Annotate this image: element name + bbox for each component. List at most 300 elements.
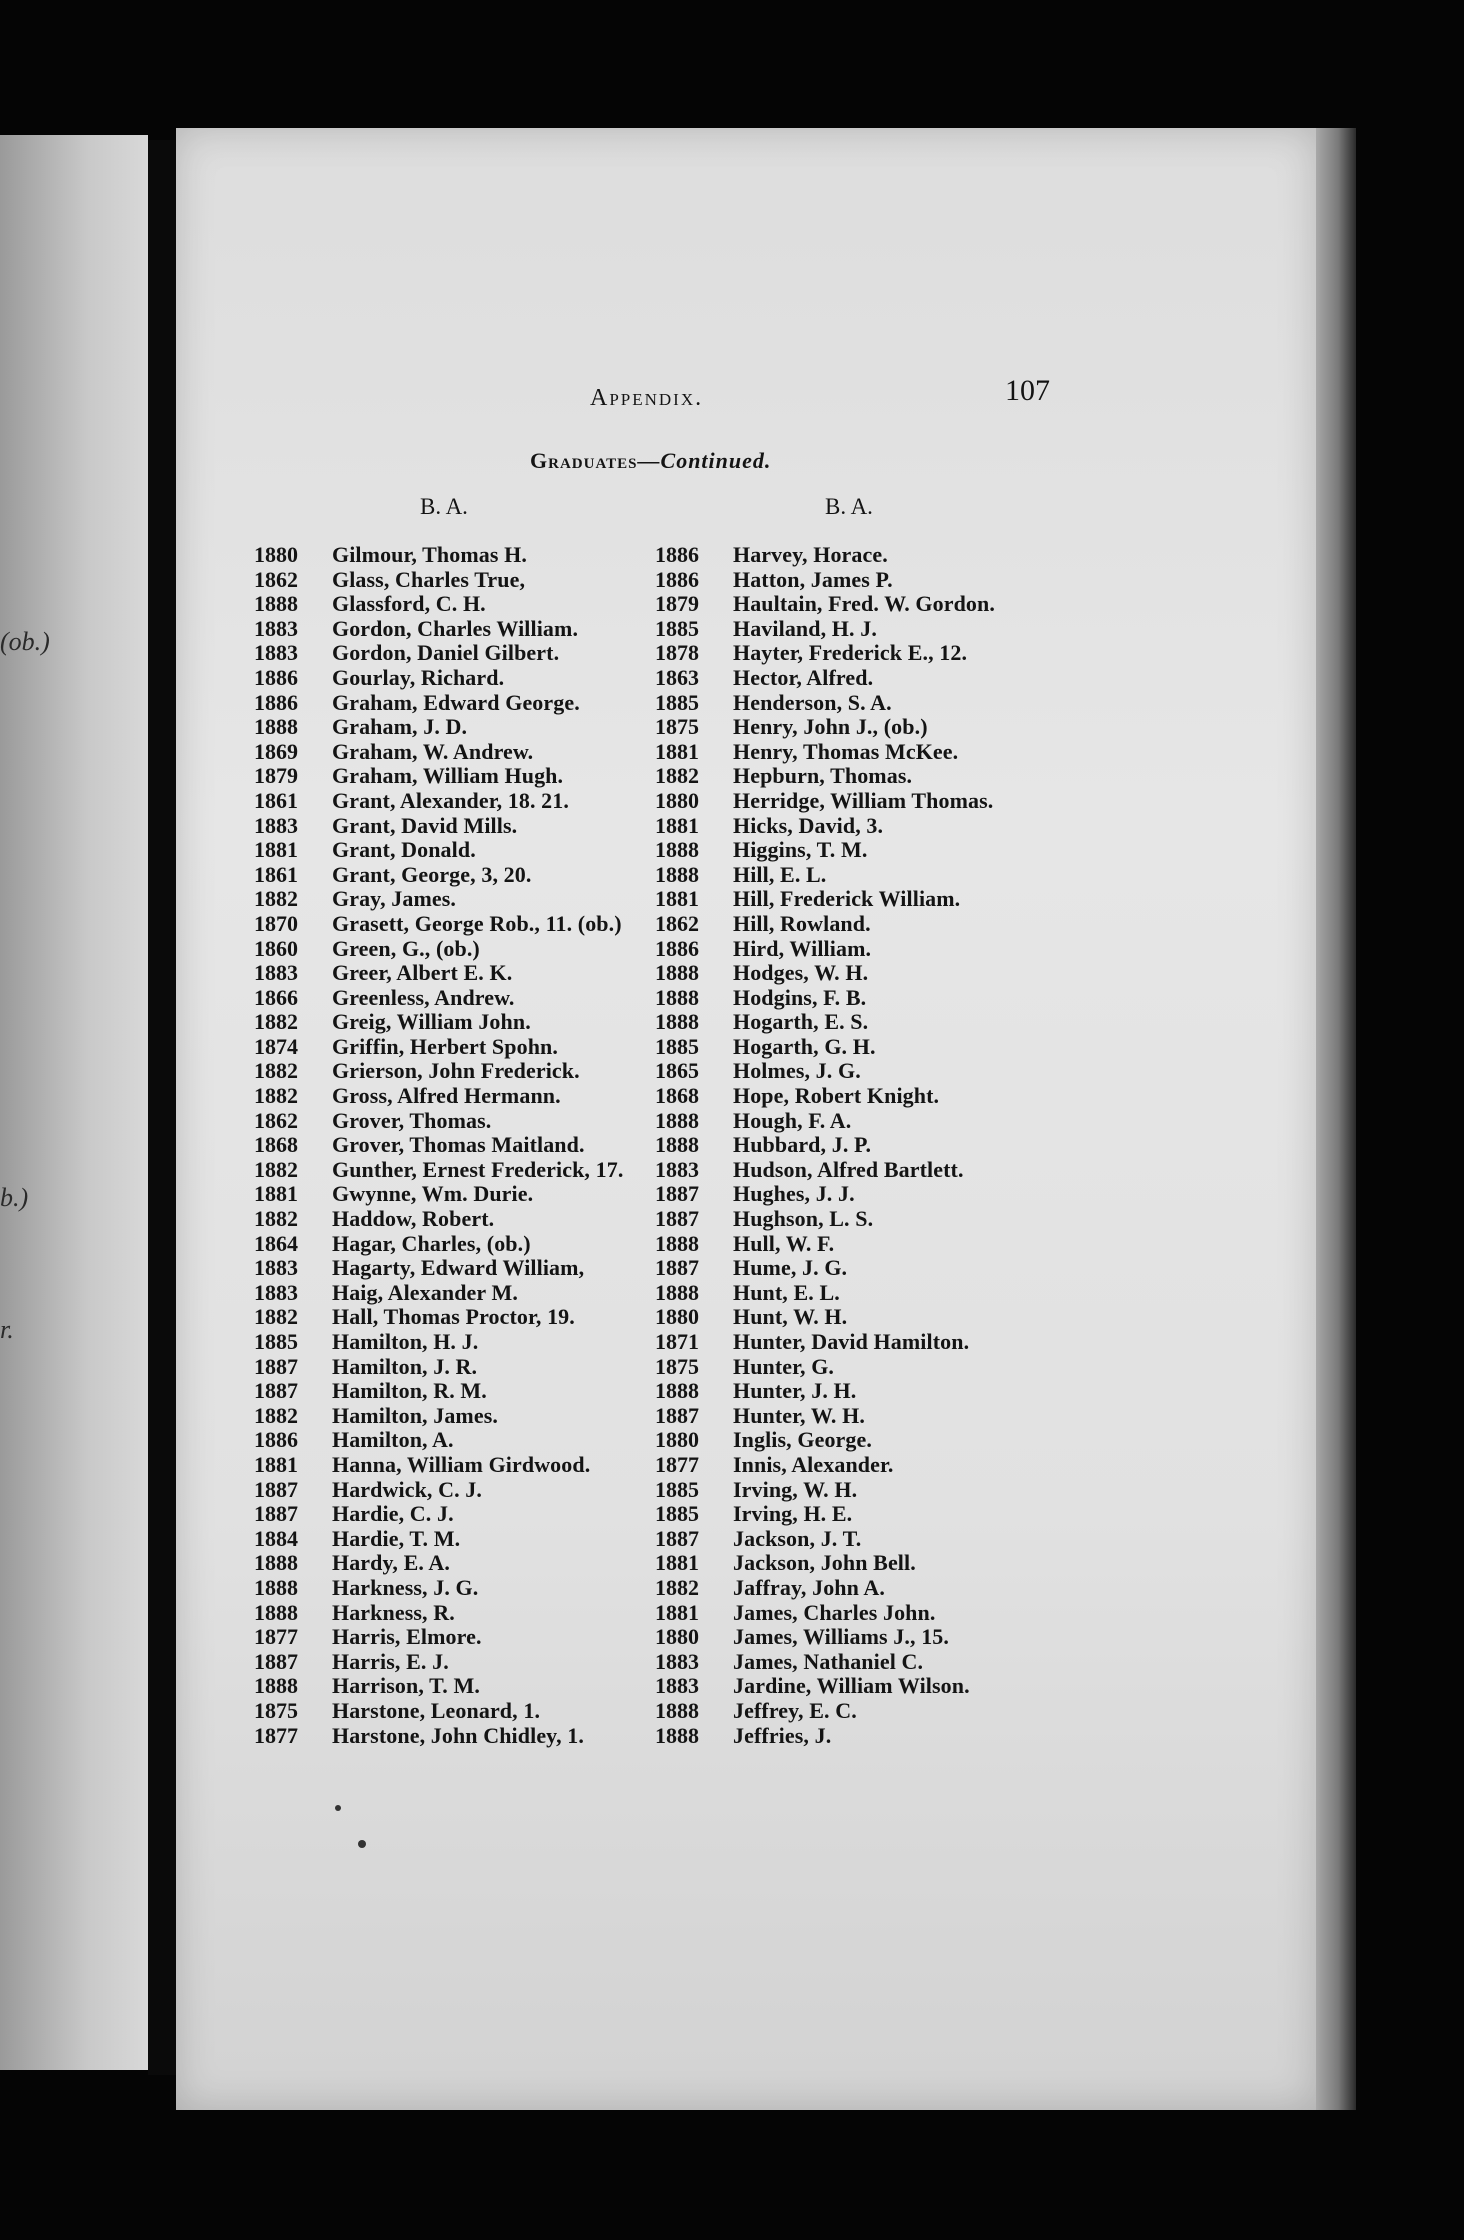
graduation-year: 1885 <box>655 1033 699 1059</box>
graduate-entry <box>254 715 664 740</box>
graduate-entry <box>655 568 1075 593</box>
graduation-year: 1888 <box>655 1722 699 1748</box>
graduate-name: Hamilton, J. R. <box>332 1353 478 1379</box>
graduation-year: 1886 <box>254 689 298 715</box>
graduate-entry <box>254 1281 664 1306</box>
graduate-entry <box>655 1428 1075 1453</box>
graduate-name: Grover, Thomas Maitland. <box>332 1132 585 1158</box>
graduate-entry <box>254 1576 664 1601</box>
graduate-entry <box>655 1724 1075 1749</box>
graduate-entry <box>655 1527 1075 1552</box>
graduate-entry <box>254 1527 664 1552</box>
graduate-entry <box>254 1502 664 1527</box>
graduate-name: Haviland, H. J. <box>733 615 877 641</box>
graduate-name: Hughes, J. J. <box>733 1181 855 1207</box>
graduation-year: 1878 <box>655 640 699 666</box>
graduation-year: 1868 <box>254 1132 298 1158</box>
graduate-name: Hall, Thomas Proctor, 19. <box>332 1304 575 1330</box>
graduation-year: 1883 <box>655 1648 699 1674</box>
graduate-name: Harkness, J. G. <box>332 1574 479 1600</box>
graduation-year: 1865 <box>655 1058 699 1084</box>
graduation-year: 1880 <box>655 787 699 813</box>
graduation-year: 1882 <box>655 1574 699 1600</box>
graduate-name: Henry, Thomas McKee. <box>733 738 959 764</box>
left-page-fragment: b.) <box>0 1183 29 1212</box>
graduate-name: Harstone, John Chidley, 1. <box>332 1722 584 1748</box>
graduation-year: 1881 <box>254 1181 298 1207</box>
graduate-name: Herridge, William Thomas. <box>733 787 994 813</box>
graduation-year: 1863 <box>655 664 699 690</box>
graduate-entry <box>655 617 1075 642</box>
graduate-name: Hudson, Alfred Bartlett. <box>733 1156 964 1182</box>
graduate-entry <box>254 1330 664 1355</box>
graduation-year: 1885 <box>655 615 699 641</box>
graduation-year: 1868 <box>655 1083 699 1109</box>
graduation-year: 1882 <box>254 1304 298 1330</box>
graduate-entry <box>655 1207 1075 1232</box>
graduates-column-left <box>254 543 664 1748</box>
graduate-name: Irving, W. H. <box>733 1476 858 1502</box>
graduate-name: Jardine, William Wilson. <box>733 1673 970 1699</box>
graduate-name: Grant, Alexander, 18. 21. <box>332 787 569 813</box>
graduation-year: 1879 <box>655 591 699 617</box>
section-continued: —Continued. <box>637 448 772 473</box>
graduation-year: 1875 <box>254 1697 298 1723</box>
graduate-name: Grant, Donald. <box>332 837 476 863</box>
graduate-name: Henderson, S. A. <box>733 689 892 715</box>
graduate-name: Hayter, Frederick E., 12. <box>733 640 968 666</box>
graduate-entry <box>655 592 1075 617</box>
graduate-name: Hill, Frederick William. <box>733 886 961 912</box>
graduate-name: Jaffray, John A. <box>733 1574 885 1600</box>
graduation-year: 1888 <box>655 861 699 887</box>
graduation-year: 1888 <box>655 1009 699 1035</box>
graduate-entry <box>254 1059 664 1084</box>
graduate-name: Harvey, Horace. <box>733 542 888 567</box>
graduate-name: Hardwick, C. J. <box>332 1476 482 1502</box>
graduate-entry <box>254 740 664 765</box>
graduation-year: 1877 <box>254 1624 298 1650</box>
graduate-name: Hunter, W. H. <box>733 1402 865 1428</box>
graduate-entry <box>254 1305 664 1330</box>
graduate-name: Green, G., (ob.) <box>332 935 480 961</box>
graduate-entry <box>254 1724 664 1749</box>
graduate-entry <box>655 1453 1075 1478</box>
graduate-name: Graham, Edward George. <box>332 689 580 715</box>
graduation-year: 1875 <box>655 714 699 740</box>
graduate-entry <box>254 1232 664 1257</box>
graduate-entry <box>254 863 664 888</box>
graduation-year: 1883 <box>254 812 298 838</box>
graduate-name: Harris, E. J. <box>332 1648 449 1674</box>
graduate-name: Hope, Robert Knight. <box>733 1083 940 1109</box>
graduation-year: 1887 <box>655 1181 699 1207</box>
graduate-entry <box>254 1109 664 1134</box>
section-title <box>530 448 771 474</box>
graduate-entry <box>254 543 664 568</box>
graduate-name: Grasett, George Rob., 11. (ob.) <box>332 910 622 936</box>
graduate-entry <box>655 1699 1075 1724</box>
graduate-entry <box>254 887 664 912</box>
graduate-entry <box>655 937 1075 962</box>
graduate-name: Jackson, John Bell. <box>733 1550 916 1576</box>
graduate-name: Hatton, James P. <box>733 566 893 592</box>
graduate-name: Hill, E. L. <box>733 861 827 887</box>
graduate-entry <box>655 986 1075 1011</box>
graduation-year: 1888 <box>254 714 298 740</box>
graduate-entry <box>254 1478 664 1503</box>
graduate-name: Gilmour, Thomas H. <box>332 542 527 567</box>
graduate-entry <box>655 740 1075 765</box>
graduate-entry <box>655 912 1075 937</box>
graduate-entry <box>655 1478 1075 1503</box>
graduation-year: 1887 <box>254 1501 298 1527</box>
graduate-name: Glass, Charles True, <box>332 566 526 592</box>
section-title-text: Graduates <box>530 448 638 473</box>
graduation-year: 1887 <box>254 1353 298 1379</box>
graduate-name: Hicks, David, 3. <box>733 812 884 838</box>
graduate-entry <box>254 1551 664 1576</box>
graduation-year: 1888 <box>254 1599 298 1625</box>
graduation-year: 1881 <box>655 1599 699 1625</box>
graduation-year: 1883 <box>254 615 298 641</box>
graduate-name: Harstone, Leonard, 1. <box>332 1697 541 1723</box>
ink-speck <box>335 1805 341 1811</box>
graduation-year: 1887 <box>655 1402 699 1428</box>
graduate-entry <box>655 715 1075 740</box>
graduation-year: 1861 <box>254 861 298 887</box>
graduate-name: Hill, Rowland. <box>733 910 871 936</box>
graduate-name: Jackson, J. T. <box>733 1525 862 1551</box>
graduate-entry <box>655 641 1075 666</box>
graduate-name: Graham, W. Andrew. <box>332 738 534 764</box>
graduation-year: 1886 <box>254 664 298 690</box>
graduate-entry <box>254 838 664 863</box>
graduate-entry <box>655 1551 1075 1576</box>
graduate-name: Hamilton, R. M. <box>332 1378 487 1404</box>
graduate-entry <box>655 764 1075 789</box>
graduation-year: 1887 <box>254 1648 298 1674</box>
graduation-year: 1885 <box>254 1329 298 1354</box>
graduate-entry <box>254 1355 664 1380</box>
graduate-name: Hanna, William Girdwood. <box>332 1451 591 1477</box>
graduate-entry <box>655 1305 1075 1330</box>
graduation-year: 1888 <box>655 984 699 1010</box>
graduate-name: Gwynne, Wm. Durie. <box>332 1181 534 1207</box>
graduation-year: 1886 <box>655 935 699 961</box>
graduates-column-right <box>655 543 1075 1748</box>
graduation-year: 1880 <box>655 1304 699 1330</box>
graduate-entry <box>254 592 664 617</box>
graduation-year: 1882 <box>254 1206 298 1232</box>
graduate-name: Griffin, Herbert Spohn. <box>332 1033 558 1059</box>
graduation-year: 1881 <box>254 837 298 863</box>
graduate-entry <box>254 1133 664 1158</box>
graduate-name: Harris, Elmore. <box>332 1624 482 1650</box>
graduation-year: 1866 <box>254 984 298 1010</box>
graduate-name: Gordon, Daniel Gilbert. <box>332 640 560 666</box>
graduation-year: 1888 <box>655 1230 699 1256</box>
graduate-entry <box>655 1182 1075 1207</box>
graduation-year: 1877 <box>254 1722 298 1748</box>
graduate-name: Hughson, L. S. <box>733 1206 874 1232</box>
graduation-year: 1887 <box>254 1378 298 1404</box>
graduate-entry <box>254 666 664 691</box>
graduation-year: 1879 <box>254 763 298 789</box>
graduation-year: 1886 <box>655 566 699 592</box>
graduation-year: 1887 <box>254 1476 298 1502</box>
graduation-year: 1882 <box>254 1058 298 1084</box>
graduate-entry <box>254 641 664 666</box>
graduate-name: Gourlay, Richard. <box>332 664 505 690</box>
graduate-entry <box>655 838 1075 863</box>
graduate-entry <box>254 789 664 814</box>
graduation-year: 1881 <box>655 886 699 912</box>
graduate-entry <box>655 1035 1075 1060</box>
graduate-name: James, Charles John. <box>733 1599 936 1625</box>
graduate-name: Grant, David Mills. <box>332 812 518 838</box>
graduation-year: 1880 <box>655 1427 699 1453</box>
graduation-year: 1883 <box>254 1255 298 1281</box>
graduation-year: 1886 <box>655 542 699 567</box>
graduate-name: Jeffries, J. <box>733 1722 832 1748</box>
graduate-entry <box>655 814 1075 839</box>
graduation-year: 1888 <box>655 960 699 986</box>
graduation-year: 1860 <box>254 935 298 961</box>
graduate-name: Hepburn, Thomas. <box>733 763 913 789</box>
graduate-entry <box>655 1355 1075 1380</box>
graduate-name: Hogarth, G. H. <box>733 1033 876 1059</box>
graduate-entry <box>655 1502 1075 1527</box>
graduate-entry <box>655 1109 1075 1134</box>
graduate-entry <box>254 1601 664 1626</box>
graduation-year: 1888 <box>254 1673 298 1699</box>
graduate-name: Hogarth, E. S. <box>733 1009 869 1035</box>
graduation-year: 1880 <box>254 542 298 567</box>
graduation-year: 1882 <box>254 1009 298 1035</box>
graduate-name: Hamilton, H. J. <box>332 1329 479 1354</box>
graduation-year: 1885 <box>655 689 699 715</box>
graduation-year: 1881 <box>655 738 699 764</box>
graduate-entry <box>655 863 1075 888</box>
graduate-entry <box>655 1232 1075 1257</box>
graduation-year: 1887 <box>655 1206 699 1232</box>
graduate-name: Hodges, W. H. <box>733 960 869 986</box>
graduation-year: 1888 <box>254 1550 298 1576</box>
graduation-year: 1862 <box>254 1107 298 1133</box>
graduation-year: 1881 <box>655 1550 699 1576</box>
graduation-year: 1875 <box>655 1353 699 1379</box>
graduate-entry <box>655 666 1075 691</box>
graduation-year: 1883 <box>655 1673 699 1699</box>
graduate-entry <box>655 1059 1075 1084</box>
graduate-entry <box>254 691 664 716</box>
graduate-name: Higgins, T. M. <box>733 837 868 863</box>
graduate-entry <box>254 912 664 937</box>
graduate-entry <box>254 937 664 962</box>
graduate-entry <box>655 1576 1075 1601</box>
graduation-year: 1874 <box>254 1033 298 1059</box>
graduation-year: 1883 <box>254 640 298 666</box>
book-gutter <box>148 140 176 2075</box>
graduate-name: Grover, Thomas. <box>332 1107 492 1133</box>
graduate-name: Hagar, Charles, (ob.) <box>332 1230 531 1256</box>
graduation-year: 1886 <box>254 1427 298 1453</box>
graduation-year: 1881 <box>655 812 699 838</box>
graduate-entry <box>254 986 664 1011</box>
graduate-name: Haultain, Fred. W. Gordon. <box>733 591 995 617</box>
graduation-year: 1870 <box>254 910 298 936</box>
graduation-year: 1882 <box>254 1156 298 1182</box>
column-heading-right: B. A. <box>825 494 873 519</box>
graduate-entry <box>254 1207 664 1232</box>
graduate-name: Haig, Alexander M. <box>332 1279 518 1305</box>
graduate-name: Irving, H. E. <box>733 1501 853 1527</box>
graduate-entry <box>254 1404 664 1429</box>
graduate-name: Hagarty, Edward William, <box>332 1255 585 1281</box>
graduate-name: Glassford, C. H. <box>332 591 486 617</box>
graduate-entry <box>254 1428 664 1453</box>
graduate-entry <box>655 1330 1075 1355</box>
graduate-entry <box>655 1650 1075 1675</box>
graduation-year: 1887 <box>655 1255 699 1281</box>
graduation-year: 1888 <box>655 1697 699 1723</box>
graduate-name: Gray, James. <box>332 886 457 912</box>
graduate-name: Hodgins, F. B. <box>733 984 867 1010</box>
graduate-entry <box>254 814 664 839</box>
graduate-name: Holmes, J. G. <box>733 1058 861 1084</box>
graduation-year: 1877 <box>655 1451 699 1477</box>
graduate-entry <box>655 543 1075 568</box>
graduation-year: 1888 <box>655 1378 699 1404</box>
graduate-entry <box>254 1182 664 1207</box>
graduation-year: 1888 <box>655 1279 699 1305</box>
graduate-entry <box>254 1084 664 1109</box>
column-heading-left: B. A. <box>420 494 468 519</box>
graduate-entry <box>655 789 1075 814</box>
left-page-fragment: (ob.) <box>0 627 50 656</box>
graduation-year: 1882 <box>254 1083 298 1109</box>
graduate-name: Hume, J. G. <box>733 1255 848 1281</box>
graduate-name: Henry, John J., (ob.) <box>733 714 928 740</box>
page-edge <box>1316 128 1356 2110</box>
graduate-name: Hunter, G. <box>733 1353 835 1379</box>
graduate-name: Gordon, Charles William. <box>332 615 579 641</box>
graduation-year: 1882 <box>655 763 699 789</box>
page-number: 107 <box>1005 374 1050 407</box>
graduate-name: Hunt, E. L. <box>733 1279 840 1305</box>
graduate-entry <box>655 1133 1075 1158</box>
graduate-entry <box>254 961 664 986</box>
graduate-entry <box>254 1650 664 1675</box>
graduation-year: 1885 <box>655 1476 699 1502</box>
graduate-entry <box>655 1625 1075 1650</box>
graduate-entry <box>254 1674 664 1699</box>
left-facing-page <box>0 135 148 2070</box>
graduate-name: Hector, Alfred. <box>733 664 874 690</box>
graduation-year: 1881 <box>254 1451 298 1477</box>
graduate-entry <box>655 1404 1075 1429</box>
graduation-year: 1861 <box>254 787 298 813</box>
graduate-entry <box>254 1699 664 1724</box>
graduate-entry <box>254 764 664 789</box>
graduation-year: 1888 <box>655 1132 699 1158</box>
graduate-name: Greenless, Andrew. <box>332 984 515 1010</box>
graduation-year: 1882 <box>254 886 298 912</box>
graduate-name: Harrison, T. M. <box>332 1673 480 1699</box>
graduation-year: 1888 <box>254 591 298 617</box>
graduate-name: Hunter, J. H. <box>733 1378 857 1404</box>
graduate-entry <box>655 1601 1075 1626</box>
graduation-year: 1883 <box>655 1156 699 1182</box>
graduate-name: Hamilton, James. <box>332 1402 498 1428</box>
graduate-name: Jeffrey, E. C. <box>733 1697 857 1723</box>
running-head: Appendix. <box>590 385 704 411</box>
graduate-entry <box>655 887 1075 912</box>
graduate-name: Graham, J. D. <box>332 714 468 740</box>
graduate-name: Hubbard, J. P. <box>733 1132 872 1158</box>
graduation-year: 1885 <box>655 1501 699 1527</box>
graduation-year: 1864 <box>254 1230 298 1256</box>
graduate-entry <box>655 1379 1075 1404</box>
graduate-name: Hardy, E. A. <box>332 1550 450 1576</box>
graduation-year: 1883 <box>254 960 298 986</box>
graduate-name: James, Williams J., 15. <box>733 1624 949 1650</box>
graduate-name: James, Nathaniel C. <box>733 1648 924 1674</box>
graduate-entry <box>254 1379 664 1404</box>
left-page-fragment: r. <box>0 1315 14 1344</box>
graduate-entry <box>254 568 664 593</box>
ink-speck <box>358 1840 366 1848</box>
graduation-year: 1888 <box>254 1574 298 1600</box>
graduate-entry <box>655 1158 1075 1183</box>
graduate-name: Hunter, David Hamilton. <box>733 1329 970 1354</box>
graduate-name: Hardie, T. M. <box>332 1525 461 1551</box>
graduate-entry <box>655 1281 1075 1306</box>
graduate-entry <box>254 617 664 642</box>
graduation-year: 1862 <box>655 910 699 936</box>
graduation-year: 1888 <box>655 1107 699 1133</box>
graduate-name: Inglis, George. <box>733 1427 872 1453</box>
graduate-entry <box>655 1010 1075 1035</box>
graduate-name: Graham, William Hugh. <box>332 763 564 789</box>
graduate-name: Innis, Alexander. <box>733 1451 894 1477</box>
graduate-name: Hamilton, A. <box>332 1427 454 1453</box>
graduate-name: Hough, F. A. <box>733 1107 852 1133</box>
graduate-name: Grierson, John Frederick. <box>332 1058 580 1084</box>
graduate-name: Grant, George, 3, 20. <box>332 861 532 887</box>
graduation-year: 1888 <box>655 837 699 863</box>
graduate-entry <box>655 961 1075 986</box>
graduate-entry <box>254 1158 664 1183</box>
graduate-name: Gross, Alfred Hermann. <box>332 1083 561 1109</box>
graduation-year: 1862 <box>254 566 298 592</box>
graduation-year: 1880 <box>655 1624 699 1650</box>
graduate-entry <box>655 1256 1075 1281</box>
graduate-name: Haddow, Robert. <box>332 1206 495 1232</box>
graduate-name: Greer, Albert E. K. <box>332 960 513 986</box>
graduation-year: 1884 <box>254 1525 298 1551</box>
graduate-entry <box>254 1010 664 1035</box>
graduate-entry <box>254 1035 664 1060</box>
graduate-entry <box>254 1453 664 1478</box>
graduation-year: 1871 <box>655 1329 699 1354</box>
graduate-name: Gunther, Ernest Frederick, 17. <box>332 1156 624 1182</box>
graduate-entry <box>655 1084 1075 1109</box>
graduation-year: 1887 <box>655 1525 699 1551</box>
graduate-name: Greig, William John. <box>332 1009 531 1035</box>
graduate-name: Hull, W. F. <box>733 1230 835 1256</box>
